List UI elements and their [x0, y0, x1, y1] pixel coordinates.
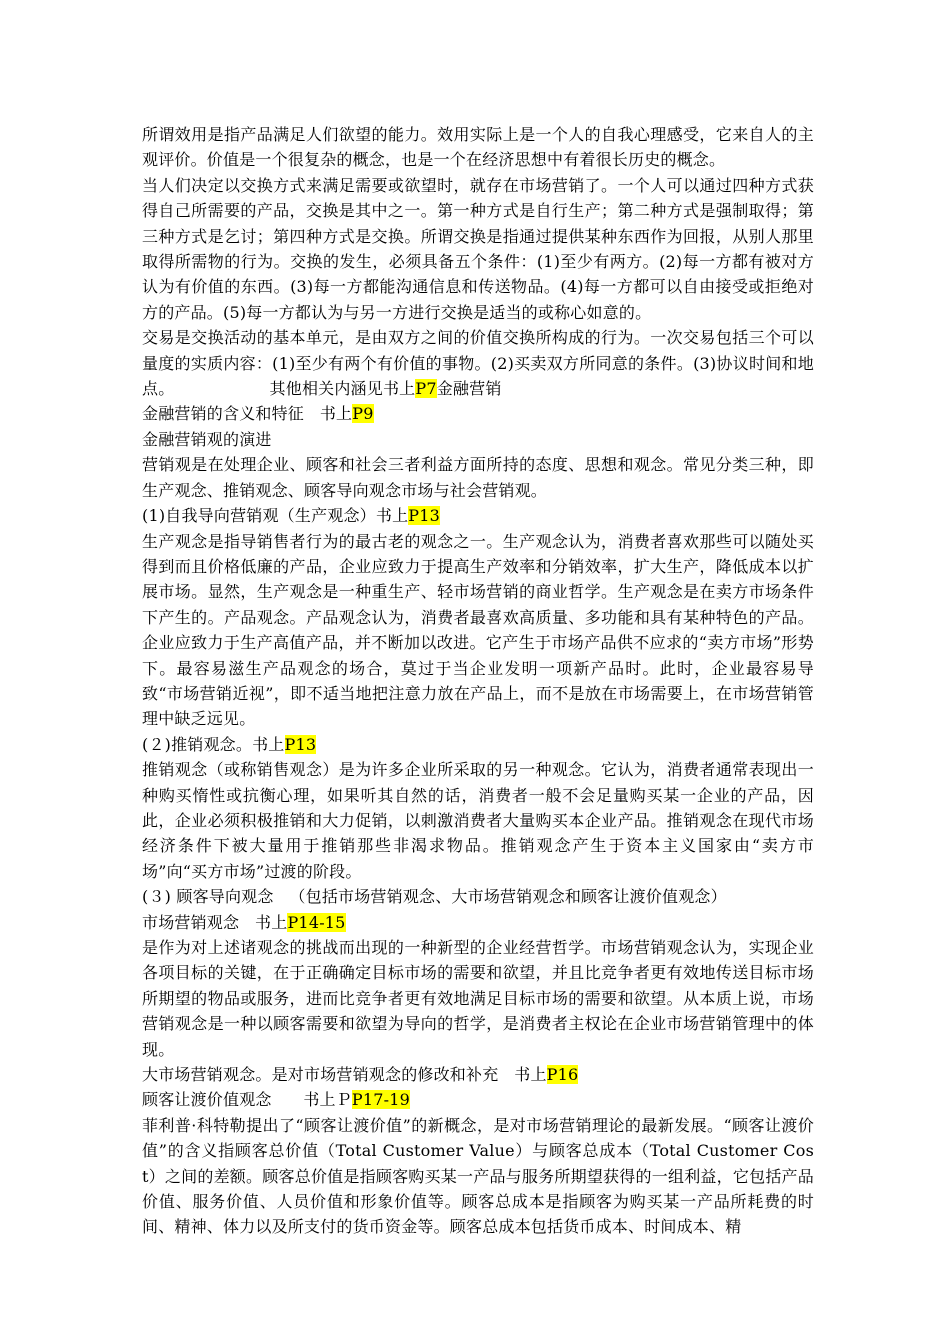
text-run: 推销观念（或称销售观念）是为许多企业所采取的另一种观念。它认为，消费者通常表现出一种购买惰性或抗衡心理，如果听其自然的话，消费者一般不会足量购买某一企业的产品，因此，企业必须积极推销和大力促销，以刺激消费者大量购买本企业产品。推销观念在现代市场经济条件下被大量用于推销那些非渴求物品。推销观念产生于资本主义国家由“卖方市场”向“买方市场”过渡的阶段。: [142, 760, 814, 881]
page-reference-highlight: P17-19: [351, 1090, 411, 1110]
paragraph: [142, 910, 814, 935]
paragraph: [142, 427, 814, 452]
text-run: 金融营销: [436, 379, 502, 399]
text-run: 当人们决定以交换方式来满足需要或欲望时，就存在市场营销了。一个人可以通过四种方式获得自己所需要的产品，交换是其中之一。第一种方式是自行生产；第二种方式是强制取得；第三种方式是乞讨；第四种方式是交换。所谓交换是指通过提供某种东西作为回报，从别人那里取得所需物的行为。交换的发生，必须具备五个条件：(1)至少有两方。(2)每一方都有被对方认为有价值的东西。(3)每一方都能沟通信息和传送物品。(4)每一方都可以自由接受或拒绝对方的产品。(5)每一方都认为与另一方进行交换是适当的或称心如意的。: [142, 175, 814, 322]
text-run: (３) 顾客导向观念 （包括市场营销观念、大市场营销观念和顾客让渡价值观念）: [142, 887, 727, 907]
paragraph: [142, 325, 814, 401]
paragraph: [142, 1113, 814, 1240]
page-reference-highlight: P13: [284, 734, 317, 754]
text-run: 市场营销观念 书上: [142, 912, 288, 932]
page-reference-highlight: P7: [415, 379, 437, 399]
text-run: (２)推销观念。书上: [142, 734, 285, 754]
text-run: 顾客让渡价值观念 书上Ｐ: [142, 1090, 352, 1110]
paragraph: [142, 122, 814, 173]
page-reference-highlight: P9: [352, 404, 374, 424]
paragraph: [142, 452, 814, 503]
paragraph: [142, 173, 814, 325]
paragraph: [142, 401, 814, 426]
text-run: 大市场营销观念。是对市场营销观念的修改和补充 书上: [142, 1065, 547, 1085]
text-run: 营销观是在处理企业、顾客和社会三者利益方面所持的态度、思想和观念。常见分类三种，即生产观念、推销观念、顾客导向观念市场与社会营销观。: [142, 455, 814, 500]
paragraph: [142, 757, 814, 884]
page-reference-highlight: P14-15: [287, 912, 346, 932]
text-run: 生产观念是指导销售者行为的最古老的观念之一。生产观念认为，消费者喜欢那些可以随处买得到而且价格低廉的产品，企业应致力于提高生产效率和分销效率，扩大生产，降低成本以扩展市场。显然，生产观念是一种重生产、轻市场营销的商业哲学。生产观念是在卖方市场条件下产生的。产品观念。产品观念认为，消费者最喜欢高质量、多功能和具有某种特色的产品。企业应致力于生产高值产品，并不断加以改进。它产生于市场产品供不应求的“卖方市场”形势下。最容易滋生产品观念的场合，莫过于当企业发明一项新产品时。此时，企业最容易导致“市场营销近视”，即不适当地把注意力放在产品上，而不是放在市场需要上，在市场营销管理中缺乏远见。: [142, 531, 814, 729]
text-run: 菲利普·科特勒提出了“顾客让渡价值”的新概念，是对市场营销理论的最新发展。“顾客让渡价值”的含义指顾客总价值（Total Customer Value）与顾客总成本（Total Customer Cost）之间的差额。顾客总价值是指顾客购买某一产品与服务所期望获得的一组利益，它包括产品价值、服务价值、人员价值和形象价值等。顾客总成本是指顾客为购买某一产品所耗费的时间、精神、体力以及所支付的货币资金等。顾客总成本包括货币成本、时间成本、精: [142, 1115, 814, 1237]
text-run: (1)自我导向营销观（生产观念）书上: [142, 506, 409, 526]
paragraph: [142, 884, 814, 909]
text-run: 所谓效用是指产品满足人们欲望的能力。效用实际上是一个人的自我心理感受，它来自人的主观评价。价值是一个很复杂的概念，也是一个在经济思想中有着很长历史的概念。: [142, 125, 814, 170]
paragraph: [142, 529, 814, 732]
paragraph: [142, 935, 814, 1062]
document-body: [142, 122, 814, 1240]
text-run: 交易是交换活动的基本单元，是由双方之间的价值交换所构成的行为。一次交易包括三个可以量度的实质内容：(1)至少有两个有价值的事物。(2)买卖双方所同意的条件。(3)协议时间和地点。 其他相关内涵见书上: [142, 328, 814, 399]
text-run: 金融营销观的演进: [142, 429, 272, 449]
page-reference-highlight: P13: [408, 506, 440, 526]
paragraph: [142, 1062, 814, 1087]
text-run: 金融营销的含义和特征 书上: [142, 404, 353, 424]
page-reference-highlight: P16: [546, 1065, 579, 1085]
paragraph: [142, 1087, 814, 1112]
text-run: 是作为对上述诸观念的挑战而出现的一种新型的企业经营哲学。市场营销观念认为，实现企业各项目标的关键，在于正确确定目标市场的需要和欲望，并且比竞争者更有效地传送目标市场所期望的物品或服务，进而比竞争者更有效地满足目标市场的需要和欲望。从本质上说，市场营销观念是一种以顾客需要和欲望为导向的哲学，是消费者主权论在企业市场营销管理中的体现。: [142, 938, 814, 1059]
paragraph: [142, 732, 814, 757]
paragraph: [142, 503, 814, 528]
